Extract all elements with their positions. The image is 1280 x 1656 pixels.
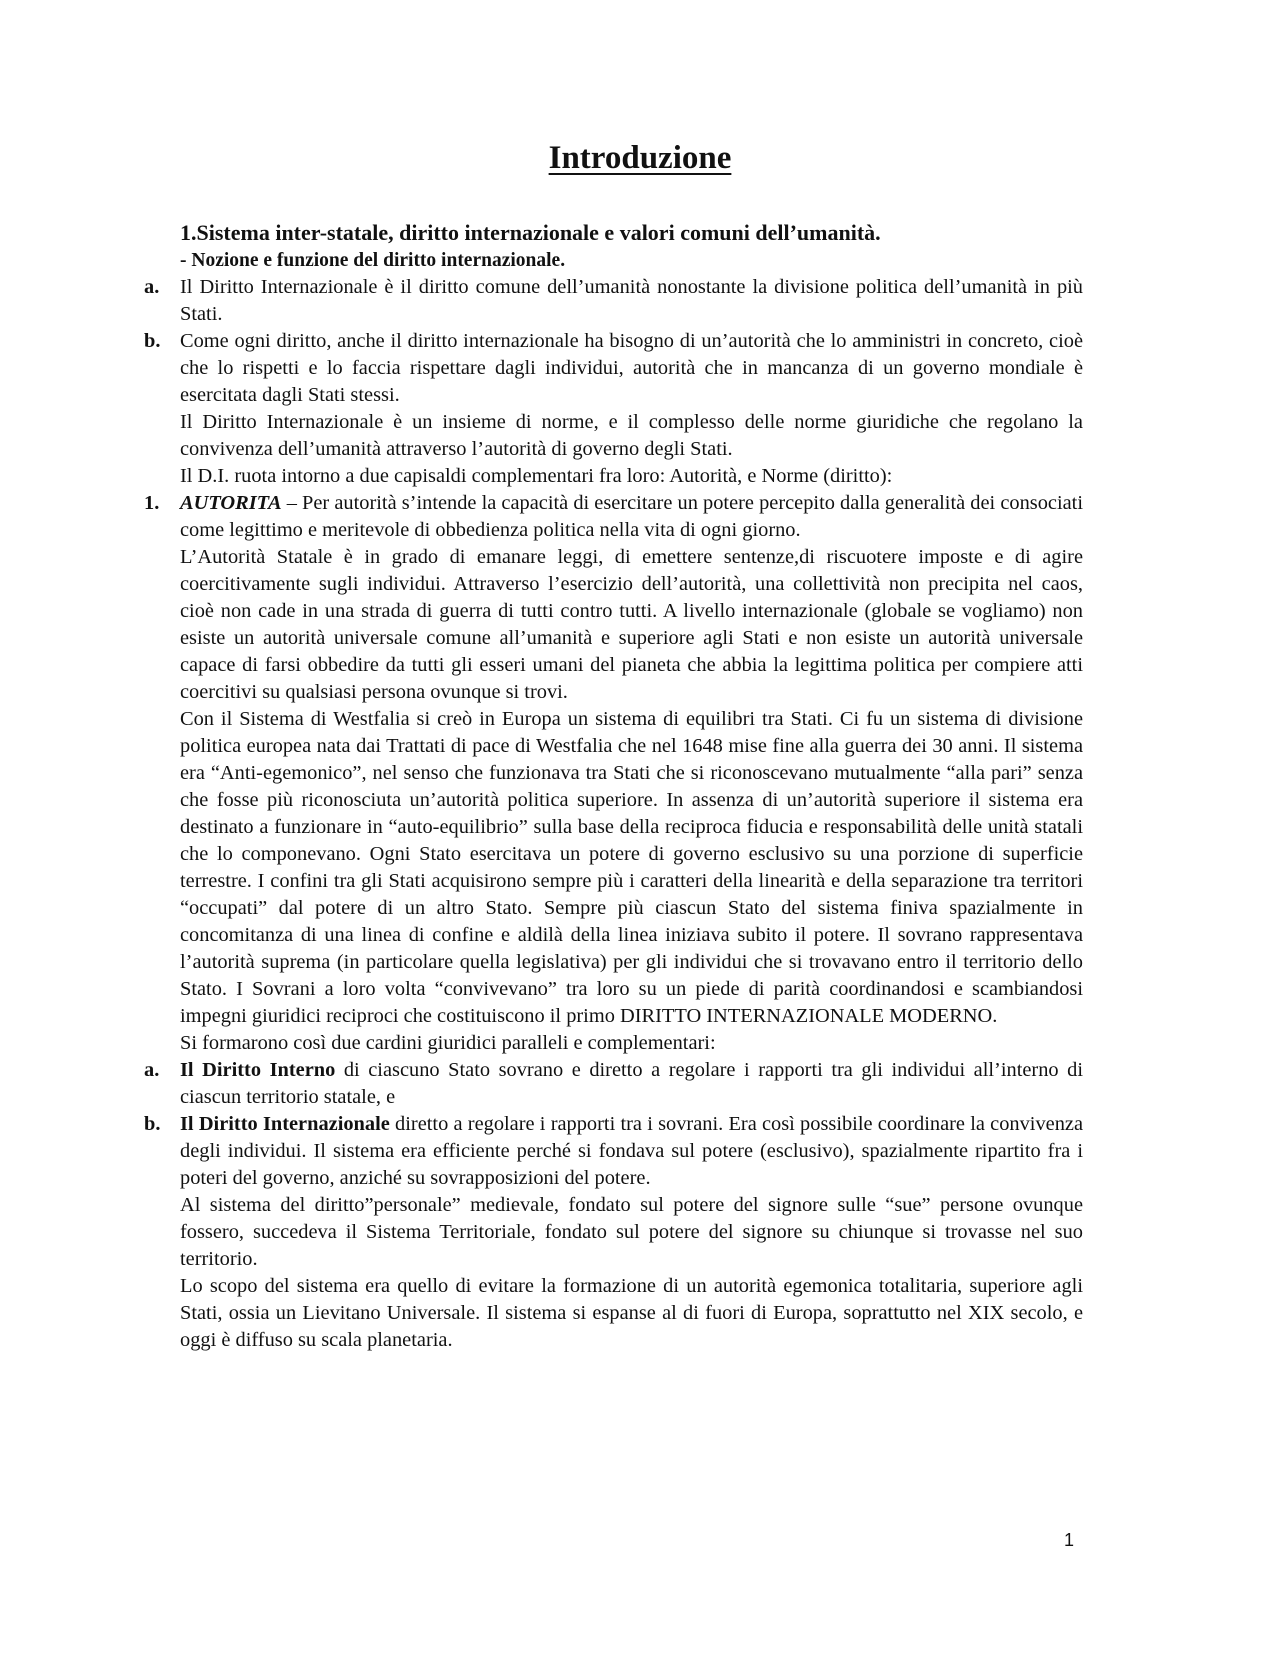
list-item-b [144, 328, 1083, 409]
subheading: - Nozione e funzione del diritto internazionale. [180, 250, 566, 271]
list-item-text: – Per autorità s’intende la capacità di esercitare un potere percepito dalla generalità dei consociati come legittimo e meritevole di obbedienza politica nella vita di ogni giorno. [180, 492, 1083, 541]
list-item-b [144, 1111, 1083, 1192]
paragraph: Al sistema del diritto”personale” medievale, fondato sul potere del signore sulle “sue” persone ovunque fossero, succedeva il Sistema Territoriale, fondato sul potere del signore su chiunque si trovasse nel suo territorio. [180, 1194, 1083, 1270]
paragraph: Lo scopo del sistema era quello di evitare la formazione di un autorità egemonica totalitaria, superiore agli Stati, ossia un Lievitano Universale. Il sistema si espanse al di fuori di Europa, soprattutto nel XIX secolo, e oggi è diffuso su scala planetaria. [180, 1275, 1083, 1351]
list-marker: a. [144, 1059, 160, 1081]
list-item-a [144, 274, 1083, 328]
list-item-1 [144, 490, 1083, 544]
page-title: Introduzione [548, 140, 732, 176]
paragraph: Il Diritto Internazionale è un insieme di norme, e il complesso delle norme giuridiche che regolano la convivenza dell’umanità attraverso l’autorità di governo degli Stati. [180, 411, 1083, 460]
list-item-text: Il Diritto Internazionale è il diritto comune dell’umanità nonostante la divisione politica dell’umanità in più Stati. [180, 276, 1083, 325]
term-diritto-internazionale: Il Diritto Internazionale [180, 1113, 390, 1135]
paragraph: Con il Sistema di Westfalia si creò in Europa un sistema di equilibri tra Stati. Ci fu un sistema di divisione politica europea nata dai Trattati di pace di Westfalia che nel 1648 mise fine alla guerra dei 30 anni. Il sistema era “Anti-egemonico”, nel senso che funzionava tra Stati che si riconoscevano mutualmente “alla pari” senza che fosse più riconosciuta un’autorità politica superiore. In assenza di un’autorità superiore il sistema era destinato a funzionare in “auto-equilibrio” sulla base della reciproca fiducia e responsabilità delle unità statali che lo componevano. Ogni Stato esercitava un potere di governo esclusivo su una porzione di superficie terrestre. I confini tra gli Stati acquisirono sempre più i caratteri della linearità e della separazione tra territori “occupati” dal potere di un altro Stato. Sempre più ciascun Stato del sistema finiva spazialmente in concomitanza di una linea di confine e aldilà della linea iniziava subito il potere. Il sovrano rappresentava l’autorità suprema (in particolare quella legislativa) per gli individui che si trovavano entro il territorio dello Stato. I Sovrani a loro volta “convivevano” tra loro su un piede di parità coordinandosi e scambiandosi impegni giuridici reciproci che costituiscono il primo DIRITTO INTERNAZIONALE MODERNO. [180, 708, 1083, 1027]
section-heading: 1.Sistema inter-statale, diritto internazionale e valori comuni dell’umanità. [180, 220, 881, 245]
list-marker: a. [144, 276, 160, 298]
paragraph: Si formarono così due cardini giuridici paralleli e complementari: [180, 1032, 716, 1054]
page-number: 1 [1064, 1530, 1075, 1550]
term-diritto-interno: Il Diritto Interno [180, 1059, 336, 1081]
list-marker: 1. [144, 492, 160, 514]
paragraph: L’Autorità Statale è in grado di emanare leggi, di emettere sentenze,di riscuotere imposte e di agire coercitivamente sugli individui. Attraverso l’esercizio dell’autorità, una collettività non precipita nel caos, cioè non cade in una strada di guerra di tutti contro tutti. A livello internazionale (globale se vogliamo) non esiste un autorità universale comune all’umanità e superiore agli Stati e non esiste un autorità universale capace di farsi obbedire da tutti gli esseri umani del pianeta che abbia la legittima politica per compiere atti coercitivi su qualsiasi persona ovunque si trovi. [180, 546, 1083, 703]
term-autorita: AUTORITA [180, 492, 282, 514]
list-item-text: Come ogni diritto, anche il diritto internazionale ha bisogno di un’autorità che lo amministri in concreto, cioè che lo rispetti e lo faccia rispettare dagli individui, autorità che in mancanza di un governo mondiale è esercitata dagli Stati stessi. [180, 330, 1083, 406]
list-item-text: diretto a regolare i rapporti tra i sovrani. Era così possibile coordinare la convivenza degli individui. Il sistema era efficiente perché si fondava sul potere (esclusivo), spazialmente ripartito fra i poteri del governo, anziché su sovrapposizioni del potere. [180, 1113, 1083, 1189]
list-item-a [144, 1057, 1083, 1111]
document-body [144, 218, 1083, 1354]
list-item-text: di ciascuno Stato sovrano e diretto a regolare i rapporti tra gli individui all’interno di ciascun territorio statale, e [180, 1059, 1083, 1108]
list-marker: b. [144, 330, 161, 352]
list-marker: b. [144, 1113, 161, 1135]
paragraph: Il D.I. ruota intorno a due capisaldi complementari fra loro: Autorità, e Norme (diritto): [180, 465, 893, 487]
